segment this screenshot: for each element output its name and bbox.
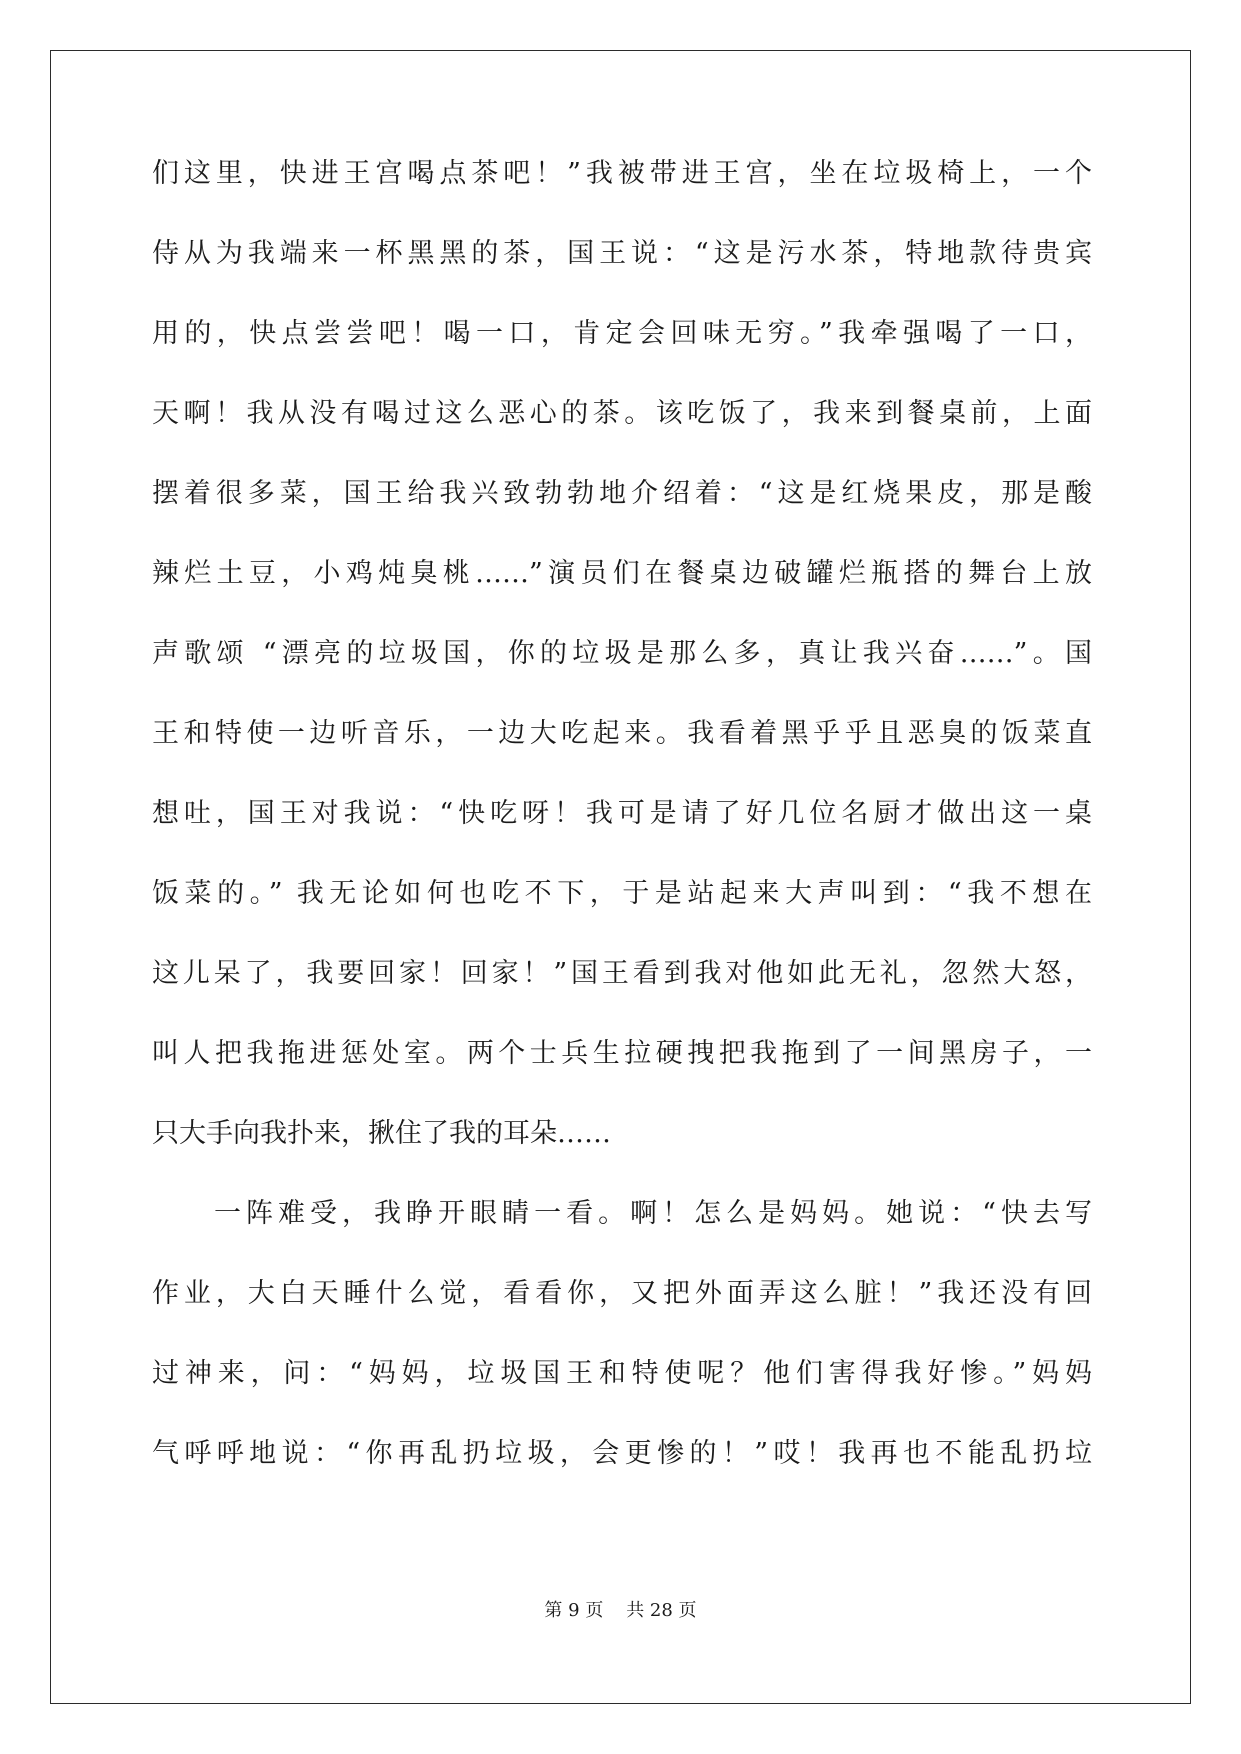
text-line: 王和特使一边听音乐，一边大吃起来。我看着黑乎乎且恶臭的饭菜直 [152, 718, 1092, 749]
text-line: 叫人把我拖进惩处室。两个士兵生拉硬拽把我拖到了一间黑房子，一 [152, 1038, 1092, 1069]
text-line: 想吐，国王对我说：“快吃呀！我可是请了好几位名厨才做出这一桌 [152, 798, 1092, 829]
text-line: 只大手向我扑来，揪住了我的耳朵…… [152, 1118, 611, 1149]
text-line: 们这里，快进王宫喝点茶吧！”我被带进王宫，坐在垃圾椅上，一个 [152, 158, 1092, 189]
page-footer [0, 1596, 1241, 1622]
text-line: 气呼呼地说：“你再乱扔垃圾，会更惨的！”哎！我再也不能乱扔垃 [152, 1438, 1092, 1469]
document-body [152, 156, 1092, 1516]
text-line: 过神来，问：“妈妈，垃圾国王和特使呢？他们害得我好惨。”妈妈 [152, 1358, 1092, 1389]
text-line: 辣烂土豆，小鸡炖臭桃……”演员们在餐桌边破罐烂瓶搭的舞台上放 [152, 558, 1092, 589]
text-line: 摆着很多菜，国王给我兴致勃勃地介绍着：“这是红烧果皮，那是酸 [152, 478, 1092, 509]
text-line: 饭菜的。” 我无论如何也吃不下，于是站起来大声叫到：“我不想在 [152, 878, 1092, 909]
text-line: 作业，大白天睡什么觉，看看你，又把外面弄这么脏！”我还没有回 [152, 1278, 1092, 1309]
text-line: 用的，快点尝尝吧！喝一口，肯定会回味无穷。”我牵强喝了一口， [152, 318, 1092, 349]
text-line: 这儿呆了，我要回家！回家！”国王看到我对他如此无礼，忽然大怒， [152, 958, 1092, 989]
text-line: 天啊！我从没有喝过这么恶心的茶。该吃饭了，我来到餐桌前，上面 [152, 398, 1092, 429]
text-line: 声歌颂 “漂亮的垃圾国，你的垃圾是那么多，真让我兴奋……”。国 [152, 638, 1092, 669]
page-number: 第 9 页 共 28 页 [544, 1600, 697, 1621]
text-line: 侍从为我端来一杯黑黑的茶，国王说：“这是污水茶，特地款待贵宾 [152, 238, 1092, 269]
paragraph-first-line: 一阵难受，我睁开眼睛一看。啊！怎么是妈妈。她说：“快去写 [214, 1198, 1092, 1229]
